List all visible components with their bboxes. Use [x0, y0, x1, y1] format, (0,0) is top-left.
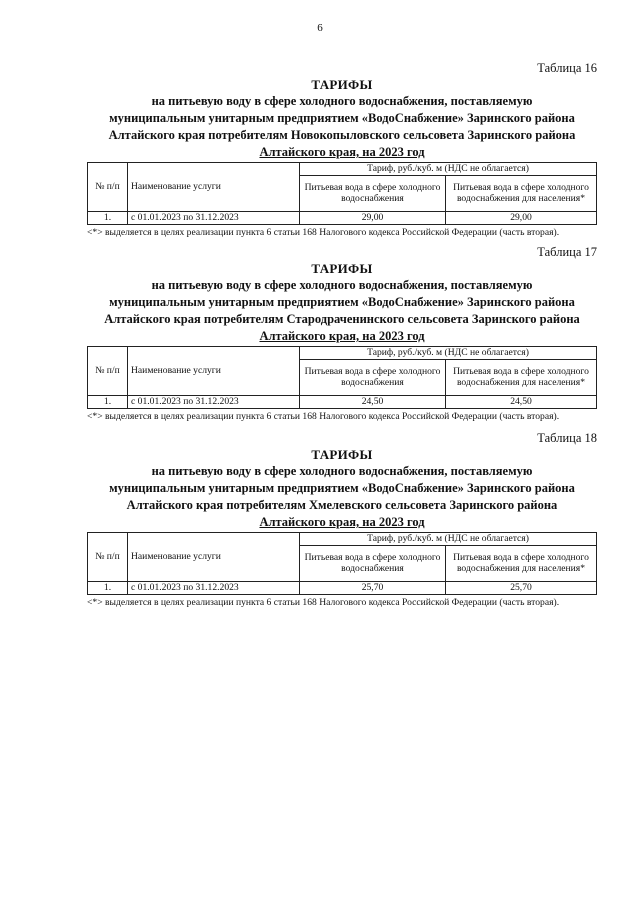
header-num: № п/п	[88, 163, 128, 212]
header-col2: Питьевая вода в сфере холодного водоснабжения для населения*	[446, 359, 597, 395]
title-line-last: Алтайского края, на 2023 год	[259, 145, 425, 159]
header-num: № п/п	[88, 533, 128, 582]
row-num: 1.	[88, 581, 128, 594]
table-row	[88, 581, 597, 594]
title-head: ТАРИФЫ	[311, 261, 373, 276]
tariff-section-16	[87, 60, 597, 239]
row-value-1: 29,00	[300, 211, 446, 224]
row-value-2: 25,70	[446, 581, 597, 594]
table-title	[87, 446, 597, 531]
header-col1: Питьевая вода в сфере холодного водоснабжения	[300, 175, 446, 211]
header-tariff: Тариф, руб./куб. м (НДС не облагается)	[300, 163, 597, 176]
header-col1: Питьевая вода в сфере холодного водоснабжения	[300, 545, 446, 581]
tariff-section-17	[87, 244, 597, 423]
row-value-1: 25,70	[300, 581, 446, 594]
header-num: № п/п	[88, 347, 128, 396]
header-col1: Питьевая вода в сфере холодного водоснабжения	[300, 359, 446, 395]
title-line: муниципальным унитарным предприятием «ВодоСнабжение» Заринского района	[109, 111, 575, 125]
title-line: Алтайского края потребителям Стародрачeнинского сельсовета Заринского района	[104, 312, 580, 326]
header-service: Наименование услуги	[128, 163, 300, 212]
title-line: муниципальным унитарным предприятием «ВодоСнабжение» Заринского района	[109, 481, 575, 495]
row-service: с 01.01.2023 по 31.12.2023	[128, 581, 300, 594]
table-label: Таблица 18	[537, 431, 597, 445]
title-line: Алтайского края потребителям Хмелевского сельсовета Заринского района	[126, 498, 558, 512]
footnote: <*> выделяется в целях реализации пункта 6 статьи 168 Налогового кодекса Российской Федерации (часть вторая).	[87, 596, 560, 608]
page-number: 6	[317, 22, 323, 34]
title-line: на питьевую воду в сфере холодного водоснабжения, поставляемую	[151, 278, 533, 292]
tariff-section-18	[87, 430, 597, 609]
title-line: муниципальным унитарным предприятием «ВодоСнабжение» Заринского района	[109, 295, 575, 309]
row-num: 1.	[88, 211, 128, 224]
title-line-last: Алтайского края, на 2023 год	[259, 329, 425, 343]
title-line: на питьевую воду в сфере холодного водоснабжения, поставляемую	[151, 94, 533, 108]
header-service: Наименование услуги	[128, 533, 300, 582]
footnote: <*> выделяется в целях реализации пункта 6 статьи 168 Налогового кодекса Российской Федерации (часть вторая).	[87, 410, 560, 422]
title-head: ТАРИФЫ	[311, 77, 373, 92]
row-service: с 01.01.2023 по 31.12.2023	[128, 395, 300, 408]
table-title	[87, 260, 597, 345]
table-label: Таблица 17	[537, 245, 597, 259]
row-num: 1.	[88, 395, 128, 408]
title-line: Алтайского края потребителям Новокопыловского сельсовета Заринского района	[108, 128, 576, 142]
header-col2: Питьевая вода в сфере холодного водоснабжения для населения*	[446, 545, 597, 581]
table-row	[88, 395, 597, 408]
header-col2: Питьевая вода в сфере холодного водоснабжения для населения*	[446, 175, 597, 211]
header-service: Наименование услуги	[128, 347, 300, 396]
table-label: Таблица 16	[537, 61, 597, 75]
title-head: ТАРИФЫ	[311, 447, 373, 462]
row-value-1: 24,50	[300, 395, 446, 408]
table-row	[88, 211, 597, 224]
footnote: <*> выделяется в целях реализации пункта 6 статьи 168 Налогового кодекса Российской Федерации (часть вторая).	[87, 226, 560, 238]
tariff-table	[87, 162, 597, 225]
row-service: с 01.01.2023 по 31.12.2023	[128, 211, 300, 224]
table-title	[87, 76, 597, 161]
row-value-2: 24,50	[446, 395, 597, 408]
tariff-table	[87, 532, 597, 595]
tariff-table	[87, 346, 597, 409]
row-value-2: 29,00	[446, 211, 597, 224]
title-line: на питьевую воду в сфере холодного водоснабжения, поставляемую	[151, 464, 533, 478]
title-line-last: Алтайского края, на 2023 год	[259, 515, 425, 529]
header-tariff: Тариф, руб./куб. м (НДС не облагается)	[300, 533, 597, 546]
header-tariff: Тариф, руб./куб. м (НДС не облагается)	[300, 347, 597, 360]
